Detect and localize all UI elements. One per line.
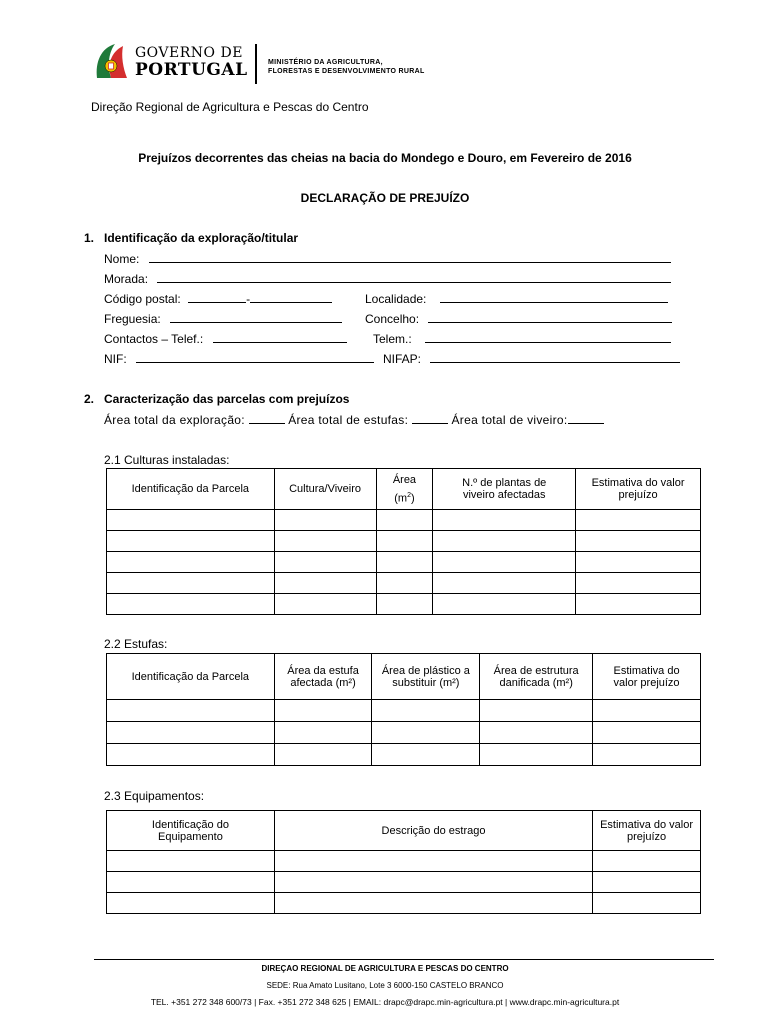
- logo-text-line1: GOVERNO DE: [135, 45, 243, 61]
- localidade-field[interactable]: Localidade:: [365, 292, 668, 306]
- region-name: Direção Regional de Agricultura e Pescas do Centro: [91, 100, 369, 114]
- table-header-row: [107, 654, 701, 700]
- col-header: Área $(m^2)$: [376, 469, 433, 510]
- footer-address: SEDE: Rua Amato Lusitano, Lote 3 6000-150 CASTELO BRANCO: [266, 981, 504, 990]
- table-row[interactable]: [107, 510, 701, 531]
- subsection-2-2-title: 2.2 Estufas:: [104, 637, 168, 651]
- telemovel-field[interactable]: Telem.:: [373, 332, 671, 346]
- subsection-2-1-title: 2.1 Culturas instaladas:: [104, 453, 230, 467]
- col-header: Identificação da Parcela: [107, 654, 275, 700]
- nome-field[interactable]: Nome:: [104, 252, 671, 266]
- table-row[interactable]: [107, 893, 701, 914]
- table-row[interactable]: [107, 872, 701, 893]
- table-row[interactable]: [107, 722, 701, 744]
- ministry-name: MINISTÉRIO DA AGRICULTURA, FLORESTAS E DESENVOLVIMENTO RURAL: [268, 59, 425, 75]
- freguesia-field[interactable]: Freguesia:: [104, 312, 342, 326]
- document-title: Prejuízos decorrentes das cheias na bacia do Mondego e Douro, em Fevereiro de 2016: [138, 151, 632, 165]
- table-row[interactable]: [107, 552, 701, 573]
- area-estufas-label: Área total de estufas:: [288, 413, 409, 427]
- col-header: Cultura/Viveiro: [274, 469, 376, 510]
- estufas-table: [106, 653, 701, 766]
- table-header-row: [107, 469, 701, 510]
- subsection-2-3-title: 2.3 Equipamentos:: [104, 789, 205, 803]
- nif-field[interactable]: NIF:: [104, 352, 374, 366]
- nifap-field[interactable]: NIFAP:: [383, 352, 680, 366]
- section-2-heading: 2. Caracterização das parcelas com prejuízos: [84, 392, 350, 406]
- area-totals-row[interactable]: [104, 413, 604, 427]
- col-header: N.º de plantas de viveiro afectadas: [433, 469, 576, 510]
- col-header: Área de plástico a substituir (m²): [372, 654, 480, 700]
- table-row[interactable]: [107, 700, 701, 722]
- equipamentos-table: [106, 810, 701, 914]
- table-header-row: [107, 811, 701, 851]
- section-1-heading: 1. Identificação da exploração/titular: [84, 231, 299, 245]
- table-row[interactable]: [107, 744, 701, 766]
- governo-logo: [93, 42, 248, 82]
- footer-contacts: TEL. +351 272 348 600/73 | Fax. +351 272 348 625 | EMAIL: drapc@drapc.min-agricultura.pt | www.drapc.min-agricultura.pt: [150, 997, 620, 1007]
- col-header: Identificação do Equipamento: [107, 811, 275, 851]
- col-header: Estimativa do valor prejuízo: [593, 811, 701, 851]
- area-exploracao-label: Área total da exploração:: [104, 413, 245, 427]
- codigo-postal-field[interactable]: Código postal: -: [104, 292, 332, 306]
- col-header: Descrição do estrago: [274, 811, 592, 851]
- col-header: Estimativa do valor prejuízo: [576, 469, 701, 510]
- table-row[interactable]: [107, 594, 701, 615]
- concelho-field[interactable]: Concelho:: [365, 312, 672, 326]
- logo-text-line2: PORTUGAL: [135, 60, 248, 80]
- table-row[interactable]: [107, 851, 701, 872]
- telefone-field[interactable]: Contactos – Telef.:: [104, 332, 347, 346]
- col-header: Área de estrutura danificada (m²): [480, 654, 593, 700]
- col-header: Área da estufa afectada (m²): [274, 654, 372, 700]
- footer-divider: [94, 959, 714, 960]
- table-row[interactable]: [107, 531, 701, 552]
- header-divider: [255, 44, 257, 84]
- table-row[interactable]: [107, 573, 701, 594]
- footer-org: DIREÇAO REGIONAL DE AGRICULTURA E PESCAS DO CENTRO: [261, 964, 509, 973]
- col-header: Identificação da Parcela: [107, 469, 275, 510]
- culturas-table: [106, 468, 701, 615]
- declaration-heading: DECLARAÇÃO DE PREJUÍZO: [300, 191, 470, 205]
- area-viveiro-label: Área total de viveiro:: [451, 413, 568, 427]
- col-header: Estimativa do valor prejuízo: [593, 654, 701, 700]
- morada-field[interactable]: Morada:: [104, 272, 671, 286]
